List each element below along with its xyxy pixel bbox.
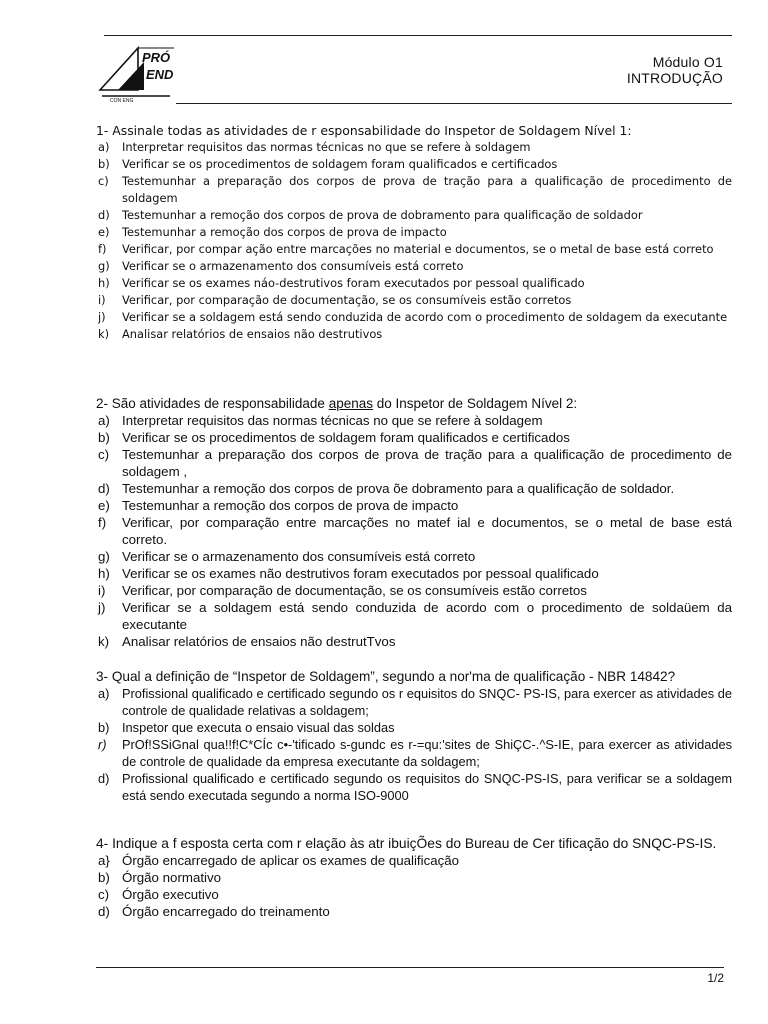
option-item: a) Interpretar requisitos das normas técnicas no que se refere à soldagem	[98, 140, 531, 154]
option-item: a) Profissional qualificado e certificado segundo os r equisitos do SNQC- PS-IS, para exercer as atividades de controle de qualidade relativas a soldagem;	[98, 686, 732, 718]
emphasis-apenas: apenas	[328, 396, 373, 411]
section-label: INTRODUÇÃO	[626, 70, 723, 86]
option-item: d) Profissional qualificado e certificado segundo os requisitos do SNQC-PS-IS, para verificar se a soldagem está sendo executada segundo a norma ISO-9000	[98, 771, 732, 803]
option-item: a} Órgão encarregado de aplicar os exames de qualificação	[98, 853, 460, 868]
option-item: c) Testemunhar a preparação dos corpos de prova de tração para a qualificação de procedimento de soldagem	[98, 174, 732, 205]
option-item: d) Testemunhar a remoção dos corpos de prova õe dobramento para a qualificação de soldador.	[98, 481, 675, 496]
question-2-options	[96, 412, 732, 650]
header-bottom-rule	[176, 103, 732, 104]
question-3	[96, 668, 732, 804]
option-item: j) Verificar se a soldagem está sendo conduzida de acordo com o procedimento de soldaüem da executante	[98, 600, 732, 632]
option-item: e) Testemunhar a remoção dos corpos de prova de impacto	[98, 225, 447, 239]
page-number: 1/2	[707, 971, 724, 985]
header-top-rule	[104, 35, 732, 36]
module-label: Módulo O1	[652, 54, 723, 70]
option-item: d) Testemunhar a remoção dos corpos de prova de dobramento para qualificação de soldador	[98, 208, 643, 222]
option-item: b) Inspetor que executa o ensaio visual das soldas	[98, 720, 395, 735]
question-2-title: 2- São atividades de responsabilidade apenas do Inspetor de Soldagem Nível 2:	[96, 396, 578, 411]
option-item: g) Verificar se o armazenamento dos consumíveis está correto	[98, 549, 476, 564]
option-item: g) Verificar se o armazenamento dos consumíveis está correto	[98, 259, 464, 273]
option-item: f) Verificar, por compar ação entre marcações no material e documentos, se o metal de base está correto	[98, 242, 714, 256]
option-item: h) Verificar se os exames não destrutivos foram executados por pessoal qualificado	[98, 566, 599, 581]
question-2	[96, 395, 732, 650]
option-item: b) Verificar se os procedimentos de soldagem foram qualificados e certificados	[98, 157, 558, 171]
logo-text-bottom: END	[146, 67, 174, 82]
question-4-options	[96, 852, 732, 920]
question-3-title: 3- Qual a definição de “Inspetor de Soldagem”, segundo a nor'ma de qualificação - NBR 14842?	[96, 669, 676, 684]
option-item: k) Analisar relatórios de ensaios não destrutivos	[98, 327, 383, 341]
option-item: j) Verificar se a soldagem está sendo conduzida de acordo com o procedimento de soldagem da executante	[98, 310, 728, 324]
option-item: c) Órgão executivo	[98, 887, 219, 902]
pro-end-logo	[98, 40, 178, 104]
question-4	[96, 835, 732, 920]
option-item: d) Órgão encarregado do treinamento	[98, 904, 330, 919]
header-info	[627, 54, 723, 86]
option-item: a) Interpretar requisitos das normas técnicas no que se refere à soldagem	[98, 413, 543, 428]
option-item: f) Verificar, por comparação entre marcações no matef ial e documentos, se o metal de base está correto.	[98, 515, 732, 547]
footer-rule	[96, 967, 724, 968]
question-1-options	[96, 139, 732, 343]
question-1	[96, 122, 732, 343]
option-item: h) Verificar se os exames náo-destrutivos foram executados por pessoal qualificado	[98, 276, 585, 290]
option-item: k) Analisar relatórios de ensaios não destrutTvos	[98, 634, 396, 649]
logo-tagline: CON ENG	[110, 98, 134, 104]
option-item: b) Órgão normativo	[98, 870, 222, 885]
question-1-title: 1- Assinale todas as atividades de r esponsabilidade do Inspetor de Soldagem Nível 1:	[96, 123, 632, 138]
question-3-options	[96, 685, 732, 804]
option-item: b) Verificar se os procedimentos de soldagem foram qualificados e certificados	[98, 430, 570, 445]
option-item: i) Verificar, por comparação de documentação, se os consumíveis estão corretos	[98, 293, 572, 307]
question-4-title: 4- Indique a f esposta certa com r elação às atr ibuiçÕes do Bureau de Cer tificação do SNQC-PS-IS.	[96, 836, 717, 851]
option-item: e) Testemunhar a remoção dos corpos de prova de impacto	[98, 498, 459, 513]
logo-text-top: PRÓ	[142, 50, 171, 65]
option-item: c) Testemunhar a preparação dos corpos de prova de tração para a qualificação de procedimento de soldagem ,	[98, 447, 732, 479]
option-item: r) PrOf!SSiGnal qua!!f!C*CÍc c•-'tificado s-gundc es r-=qu:'sites de ShiÇC-.^S-IE, para exercer as atividades de controle de qualidade da empresa executante da soldagem;	[98, 737, 732, 769]
option-item: i) Verificar, por comparação de documentação, se os consumíveis estão corretos	[98, 583, 587, 598]
